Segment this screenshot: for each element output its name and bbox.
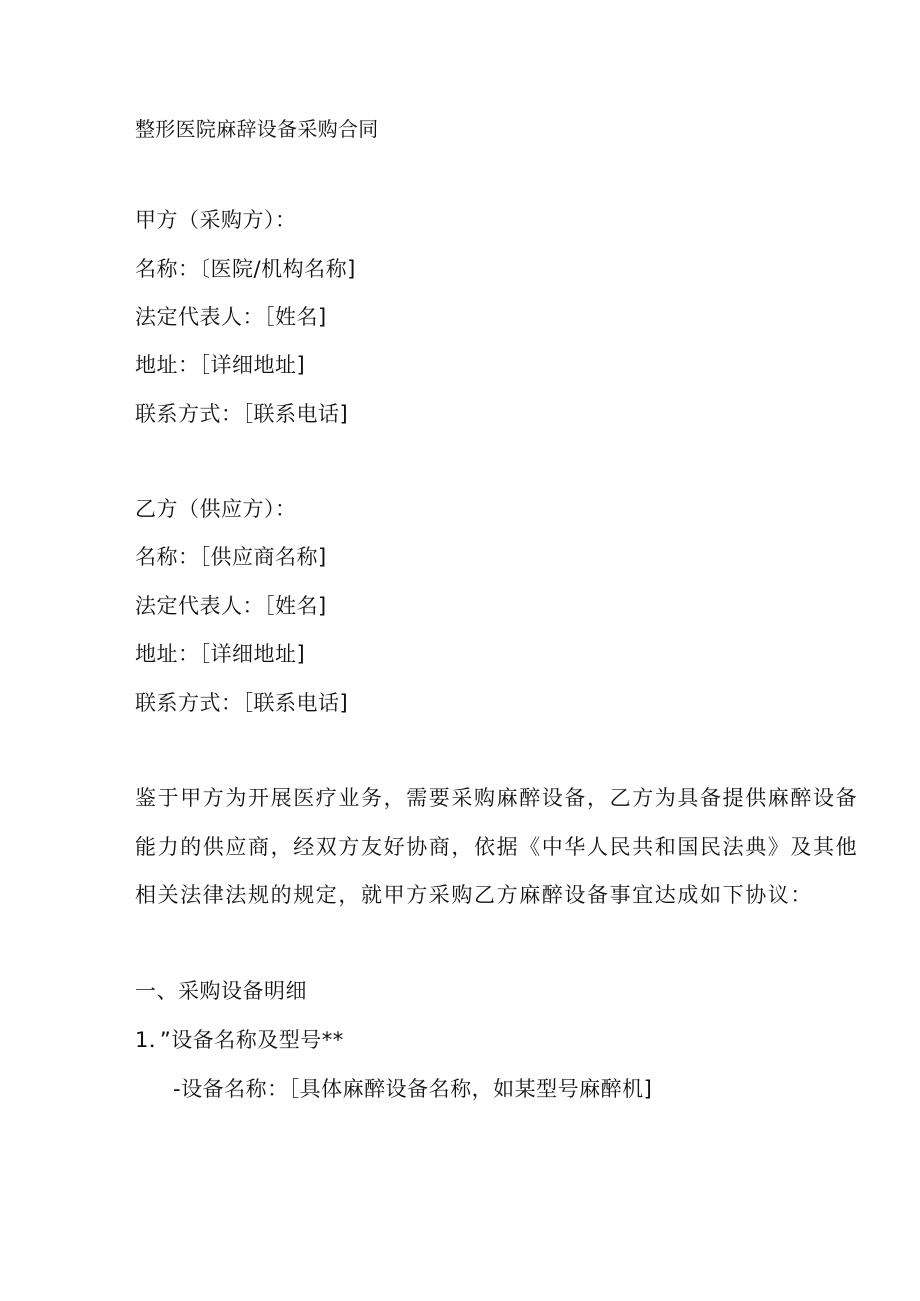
party-b-address: 地址：［详细地址] (135, 642, 306, 666)
document-title: 整形医院麻辞设备采购合同 (135, 117, 379, 141)
section-1-item-1: 1．”设备名称及型号** (135, 1028, 344, 1052)
party-a-address: 地址：［详细地址] (135, 353, 306, 377)
preamble-line-1: 鉴于甲方为开展医疗业务，需要采购麻醉设备，乙方为具备提供麻醉设备 (135, 786, 859, 810)
party-b-heading: 乙方（供应方）： (135, 497, 297, 521)
party-a-contact: 联系方式：［联系电话] (135, 402, 349, 426)
party-b-contact: 联系方式：［联系电话] (135, 691, 349, 715)
party-b-name: 名称：［供应商名称] (135, 545, 327, 569)
party-a-representative: 法定代表人：［姓名] (135, 305, 327, 329)
party-b-representative: 法定代表人：［姓名] (135, 594, 327, 618)
preamble-line-2: 能力的供应商，经双方友好协商，依据《中华人民共和国民法典》及其他 (135, 835, 859, 859)
party-a-heading: 甲方（采购方）： (135, 208, 297, 232)
section-1-item-1-detail: -设备名称：［具体麻醉设备名称，如某型号麻醉机] (173, 1077, 653, 1101)
section-1-heading: 一、采购设备明细 (135, 979, 307, 1003)
party-a-name: 名称：〔医院/机构名称] (135, 257, 356, 281)
preamble-line-3: 相关法律法规的规定，就甲方采购乙方麻醉设备事宜达成如下协议： (135, 883, 813, 907)
